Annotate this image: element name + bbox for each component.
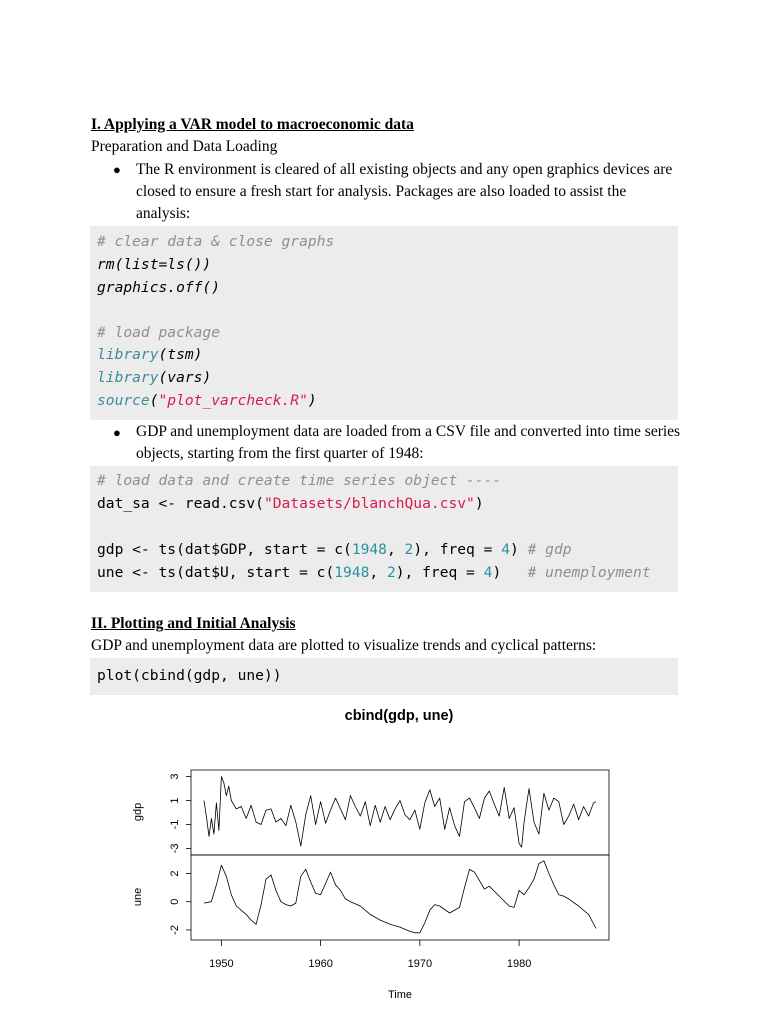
code-line: rm(list=ls()) xyxy=(97,256,212,273)
une-series-line xyxy=(204,861,596,933)
code-text: gdp <- ts(dat$GDP, start = c( xyxy=(97,541,352,558)
gdp-y-tick-label: 1 xyxy=(169,797,181,804)
code-text: ) xyxy=(510,541,528,558)
bullet-text-2: GDP and unemployment data are loaded from a CSV file and converted into time series objects, starting from the first quarter of 1948: xyxy=(136,423,681,462)
gdp-une-chart xyxy=(0,700,768,1024)
x-tick-label: 1980 xyxy=(506,958,532,970)
chart-title: cbind(gdp, une) xyxy=(344,708,454,724)
code-text: ), freq = xyxy=(413,541,502,558)
code-comment: # clear data & close graphs xyxy=(97,233,335,250)
gdp-y-tick-label: -1 xyxy=(169,819,181,830)
bullet-marker: ● xyxy=(113,425,121,440)
code-string: "Datasets/blanchQua.csv" xyxy=(263,495,475,512)
code-number: 1948 xyxy=(334,564,370,581)
code-function: source xyxy=(97,392,150,409)
code-line: graphics.off() xyxy=(97,279,221,296)
une-y-tick-label: -2 xyxy=(169,925,181,935)
code-line xyxy=(97,344,202,367)
bullet-marker: ● xyxy=(113,162,121,177)
code-function: library xyxy=(97,369,159,386)
code-block-1 xyxy=(90,226,678,420)
section-2-heading: II. Plotting and Initial Analysis xyxy=(91,615,296,632)
code-line: plot(cbind(gdp, une)) xyxy=(97,667,282,684)
code-text: ) xyxy=(492,564,528,581)
code-text: ) xyxy=(474,495,484,512)
une-y-tick-label: 0 xyxy=(169,898,181,905)
x-tick-label: 1960 xyxy=(308,958,333,970)
x-tick-label: 1950 xyxy=(209,958,234,970)
gdp-panel-frame xyxy=(191,770,609,855)
code-line xyxy=(97,390,317,413)
code-text: (vars) xyxy=(158,369,212,386)
section-2-paragraph: GDP and unemployment data are plotted to visualize trends and cyclical patterns: xyxy=(91,637,597,654)
code-number: 2 xyxy=(386,564,396,581)
code-number: 1948 xyxy=(351,541,387,558)
code-number: 2 xyxy=(404,541,414,558)
code-string: "plot_varcheck.R" xyxy=(158,392,308,409)
code-line xyxy=(97,493,484,516)
code-comment: # unemployment xyxy=(527,564,651,581)
une-y-tick-label: 2 xyxy=(169,870,181,877)
section-1-subheading: Preparation and Data Loading xyxy=(91,138,278,155)
code-number: 4 xyxy=(501,541,511,558)
code-comment: # load data and create time series object ---- xyxy=(97,472,502,489)
code-block-3 xyxy=(90,658,678,695)
code-comment: # gdp xyxy=(527,541,572,558)
code-text: ( xyxy=(149,392,159,409)
code-line xyxy=(97,562,651,585)
code-text: , xyxy=(369,564,387,581)
bullet-text-1: The R environment is cleared of all existing objects and any open graphics devices are closed to ensure a fresh start for analysis. Packages are also loaded to assist the analysis: xyxy=(136,161,673,222)
x-axis-label: Time xyxy=(387,989,413,1001)
une-y-axis-label: une xyxy=(132,887,144,907)
x-tick-label: 1970 xyxy=(407,958,433,970)
code-text: ) xyxy=(307,392,317,409)
gdp-y-axis-label: gdp xyxy=(132,802,144,822)
section-1-heading: I. Applying a VAR model to macroeconomic data xyxy=(91,116,414,133)
code-text: (tsm) xyxy=(158,346,203,363)
gdp-series-line xyxy=(204,777,596,848)
code-function: library xyxy=(97,346,159,363)
code-number: 4 xyxy=(483,564,493,581)
code-text: ), freq = xyxy=(395,564,484,581)
gdp-y-tick-label: 3 xyxy=(169,773,181,780)
code-text: , xyxy=(386,541,405,558)
code-text: dat_sa <- read.csv( xyxy=(97,495,264,512)
code-text: une <- ts(dat$U, start = c( xyxy=(97,564,335,581)
code-line xyxy=(97,539,572,562)
code-line xyxy=(97,367,211,390)
code-block-2 xyxy=(90,466,678,592)
code-comment: # load package xyxy=(97,324,221,341)
gdp-y-tick-label: -3 xyxy=(169,843,181,854)
